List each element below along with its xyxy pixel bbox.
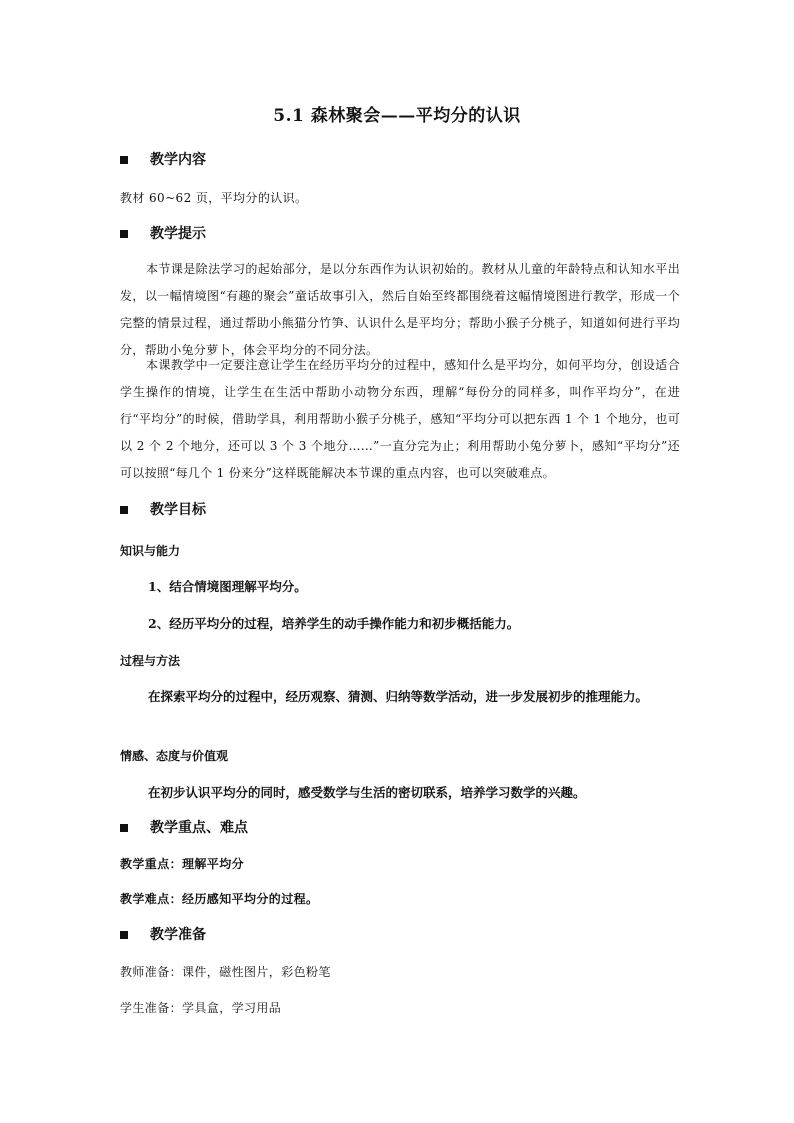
page-title: 5.1 森林聚会——平均分的认识 (273, 106, 521, 126)
section-heading-keypoints (120, 818, 248, 838)
section-heading-label: 教学目标 (150, 502, 206, 518)
section-heading-label: 教学重点、难点 (150, 820, 248, 836)
section-heading-content (120, 150, 206, 170)
emotion-label: 情感、态度与价值观 (120, 749, 229, 763)
knowledge-label: 知识与能力 (120, 544, 181, 558)
section-heading-label: 教学准备 (150, 927, 206, 943)
square-bullet-icon (120, 230, 128, 238)
section-heading-hints (120, 224, 206, 244)
square-bullet-icon (120, 824, 128, 832)
section-heading-label: 教学内容 (150, 152, 206, 168)
teacher-prep-text: 教师准备：课件，磁性图片，彩色粉笔 (120, 965, 331, 979)
hints-paragraph-2: 本课教学中一定要注意让学生在经历平均分的过程中，感知什么是平均分，如何平均分，创设适合学生操作的情境，让学生在生活中帮助小动物分东西，理解“每份分的同样多，叫作平均分”，在进行“平均分”的时候，借助学具，利用帮助小猴子分桃子，感知“平均分可以把东西 1 个 1 个地分，也可以 2 个 2 个地分，还可以 3 个 3 个地分……”一直分完为止；利用帮助小兔分萝卜，感知“平均分”还可以按照“每几个 1 份来分”这样既能解决本节课的重点内容，也可以突破难点。 (120, 358, 680, 480)
knowledge-goal-1: 1、结合情境图理解平均分。 (148, 579, 307, 594)
process-label: 过程与方法 (120, 654, 181, 668)
section-heading-goals (120, 500, 206, 520)
process-text: 在探索平均分的过程中，经历观察、猜测、归纳等数学活动，进一步发展初步的推理能力。 (148, 689, 649, 704)
square-bullet-icon (120, 506, 128, 514)
section-heading-prep (120, 925, 206, 945)
key-point-text: 教学重点：理解平均分 (120, 857, 245, 871)
square-bullet-icon (120, 156, 128, 164)
square-bullet-icon (120, 931, 128, 939)
hints-paragraph-1: 本节课是除法学习的起始部分，是以分东西作为认识初始的。教材从儿童的年龄特点和认知水平出发，以一幅情境图“有趣的聚会”童话故事引入，然后自始至终都围绕着这幅情境图进行教学，形成一个完整的情景过程，通过帮助小熊猫分竹笋、认识什么是平均分；帮助小猴子分桃子，知道如何进行平均分，帮助小兔分萝卜，体会平均分的不同分法。 (120, 262, 680, 357)
section-heading-label: 教学提示 (150, 226, 206, 242)
student-prep-text: 学生准备：学具盒，学习用品 (120, 1001, 282, 1015)
emotion-text: 在初步认识平均分的同时，感受数学与生活的密切联系，培养学习数学的兴趣。 (148, 785, 586, 800)
knowledge-goal-2: 2、经历平均分的过程，培养学生的动手操作能力和初步概括能力。 (148, 616, 520, 631)
content-text: 教材 60~62 页，平均分的认识。 (120, 191, 308, 205)
difficulty-text: 教学难点：经历感知平均分的过程。 (120, 892, 319, 906)
